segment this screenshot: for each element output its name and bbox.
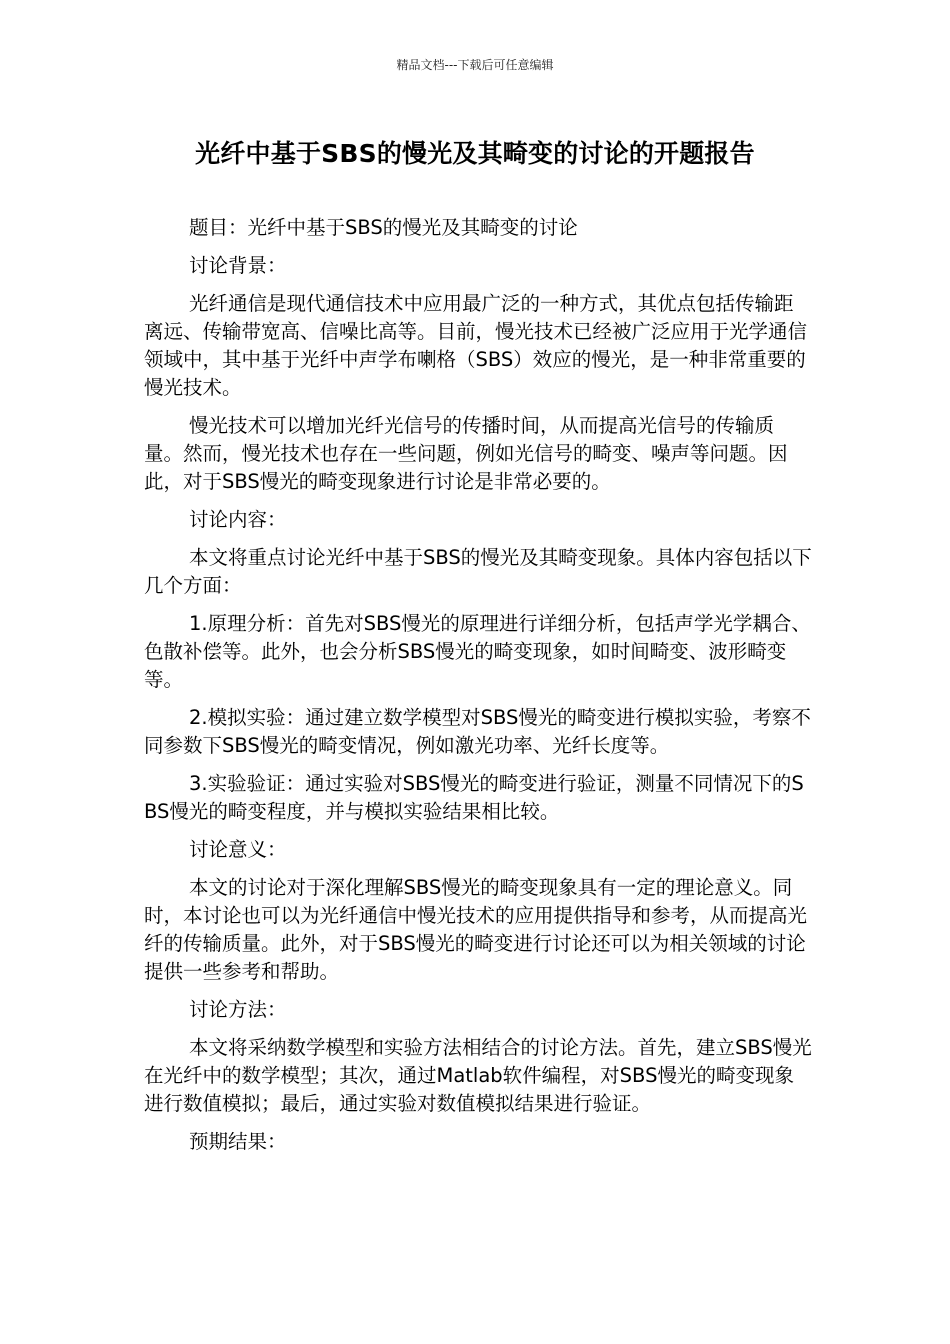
paragraph-content-item-3: 3.实验验证：通过实验对SBS慢光的畸变进行验证，测量不同情况下的SBS慢光的畸变程度，并与模拟实验结果相比较。 xyxy=(144,772,804,823)
paragraph-topic: 题目：光纤中基于SBS的慢光及其畸变的讨论 xyxy=(189,216,578,239)
paragraph-background-1: 光纤通信是现代通信技术中应用最广泛的一种方式，其优点包括传输距离远、传输带宽高、信噪比高等。目前，慢光技术已经被广泛应用于光学通信领域中，其中基于光纤中声学布喇格（SBS）效应的慢光，是一种非常重要的慢光技术。 xyxy=(144,292,808,399)
paragraph-background-2: 慢光技术可以增加光纤光信号的传播时间，从而提高光信号的传输质量。然而，慢光技术也存在一些问题，例如光信号的畸变、噪声等问题。因此，对于SBS慢光的畸变现象进行讨论是非常必要的。 xyxy=(144,414,788,493)
paragraph-content-item-1: 1.原理分析：首先对SBS慢光的原理进行详细分析，包括声学光学耦合、色散补偿等。此外，也会分析SBS慢光的畸变现象，如时间畸变、波形畸变等。 xyxy=(144,612,811,691)
heading-method: 讨论方法： xyxy=(189,998,287,1021)
paragraph-content-item-2: 2.模拟实验：通过建立数学模型对SBS慢光的畸变进行模拟实验，考察不同参数下SBS慢光的畸变情况，例如激光功率、光纤长度等。 xyxy=(144,706,811,757)
paragraph-significance: 本文的讨论对于深化理解SBS慢光的畸变现象具有一定的理论意义。同时，本讨论也可以为光纤通信中慢光技术的应用提供指导和参考，从而提高光纤的传输质量。此外，对于SBS慢光的畸变进行讨论还可以为相关领域的讨论提供一些参考和帮助。 xyxy=(144,876,808,983)
document-title: 光纤中基于SBS的慢光及其畸变的讨论的开题报告 xyxy=(195,139,755,168)
heading-content: 讨论内容： xyxy=(189,508,287,531)
heading-expected-results: 预期结果： xyxy=(189,1130,287,1153)
heading-background: 讨论背景： xyxy=(189,254,287,277)
document-body xyxy=(144,214,812,1166)
heading-significance: 讨论意义： xyxy=(189,838,287,861)
header-note: 精品文档---下载后可任意编辑 xyxy=(396,58,554,72)
paragraph-content-intro: 本文将重点讨论光纤中基于SBS的慢光及其畸变现象。具体内容包括以下几个方面： xyxy=(144,546,812,597)
paragraph-method: 本文将采纳数学模型和实验方法相结合的讨论方法。首先，建立SBS慢光在光纤中的数学模型；其次，通过Matlab软件编程，对SBS慢光的畸变现象进行数值模拟；最后，通过实验对数值模拟结果进行验证。 xyxy=(144,1036,812,1115)
